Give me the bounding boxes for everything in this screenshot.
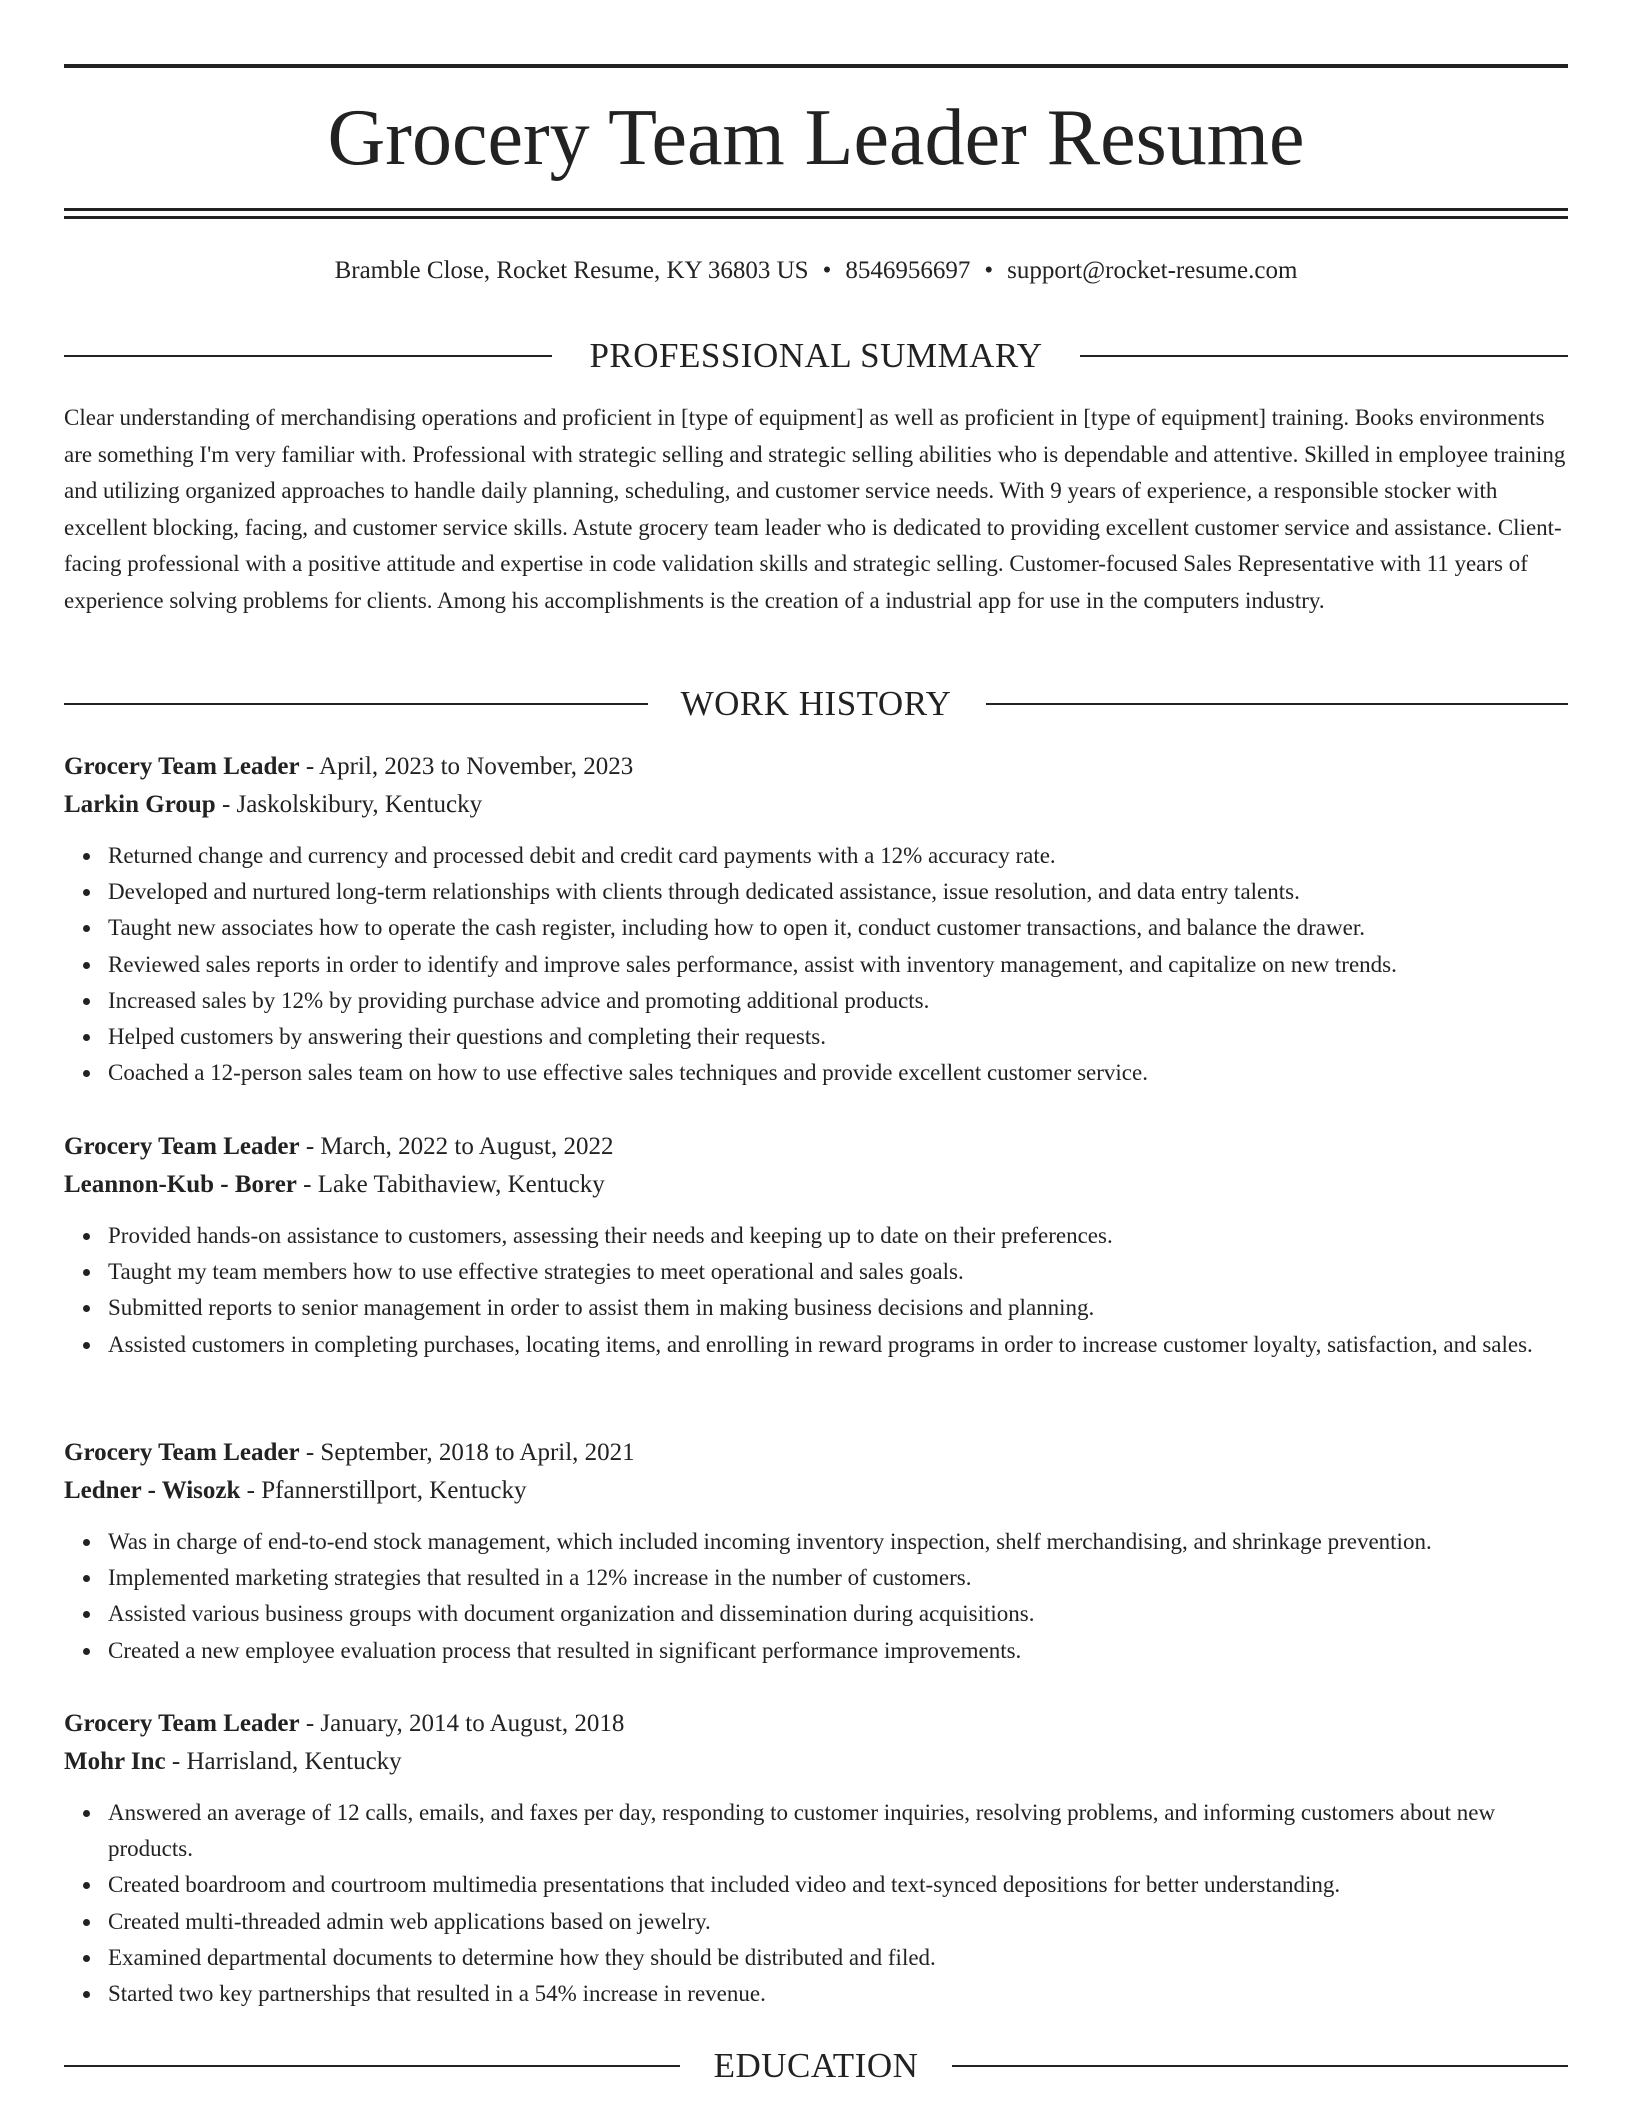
job-bullet: Submitted reports to senior management in order to assist them in making business decisions and planning. xyxy=(108,1290,1568,1326)
contact-line xyxy=(64,254,1568,288)
job-entry xyxy=(64,1434,1568,1669)
job-title-line xyxy=(64,748,1568,786)
section-heading-education xyxy=(64,2044,1568,2088)
job-bullet: Returned change and currency and processed debit and credit card payments with a 12% accuracy rate. xyxy=(108,838,1568,874)
job-location: - Lake Tabithaview, Kentucky xyxy=(296,1171,605,1198)
title-rule-upper xyxy=(64,208,1568,211)
job-bullet-list xyxy=(64,1218,1568,1363)
contact-separator: • xyxy=(984,257,994,284)
summary-text: Clear understanding of merchandising operations and proficient in [type of equipment] as well as proficient in [type of equipment] training. Books environments are something I'm very familiar with. Professional with strategic selling and strategic selling abilities who is dependable and attentive. Skilled in employee training and utilizing organized approaches to handle daily planning, scheduling, and customer service needs. With 9 years of experience, a responsible stocker with excellent blocking, facing, and customer service skills. Astute grocery team leader who is dedicated to providing excellent customer service and assistance. Client-facing professional with a positive attitude and expertise in code validation skills and strategic selling. Customer-focused Sales Representative with 11 years of experience solving problems for clients. Among his accomplishments is the creation of a industrial app for use in the computers industry. xyxy=(64,405,1566,613)
job-bullet: Examined departmental documents to determine how they should be distributed and filed. xyxy=(108,1940,1568,1976)
job-bullet: Assisted customers in completing purchases, locating items, and enrolling in reward programs in order to increase customer loyalty, satisfaction, and sales. xyxy=(108,1327,1568,1363)
job-title: Grocery Team Leader xyxy=(64,1710,300,1737)
job-location: - Pfannerstillport, Kentucky xyxy=(240,1477,527,1504)
job-bullet: Taught my team members how to use effective strategies to meet operational and sales goals. xyxy=(108,1254,1568,1290)
top-rule xyxy=(64,64,1568,68)
section-heading-summary xyxy=(64,334,1568,378)
job-title-line xyxy=(64,1434,1568,1472)
job-dates: - April, 2023 to November, 2023 xyxy=(299,753,634,780)
job-dates: - September, 2018 to April, 2021 xyxy=(299,1439,635,1466)
job-company: Leannon-Kub - Borer xyxy=(64,1171,297,1198)
job-bullet: Developed and nurtured long-term relationships with clients through dedicated assistance, issue resolution, and data entry talents. xyxy=(108,874,1568,910)
contact-phone: 8546956697 xyxy=(845,257,971,284)
job-bullet: Reviewed sales reports in order to identify and improve sales performance, assist with inventory management, and capitalize on new trends. xyxy=(108,947,1568,983)
job-title-line xyxy=(64,1128,1568,1166)
title-rule-lower xyxy=(64,216,1568,219)
job-bullet: Created multi-threaded admin web applications based on jewelry. xyxy=(108,1904,1568,1940)
section-title: PROFESSIONAL SUMMARY xyxy=(589,336,1043,375)
job-location: - Harrisland, Kentucky xyxy=(165,1748,402,1775)
job-bullet: Assisted various business groups with document organization and dissemination during acquisitions. xyxy=(108,1596,1568,1632)
section-heading-work-history xyxy=(64,682,1568,726)
job-bullet-list xyxy=(64,838,1568,1091)
job-bullet-list xyxy=(64,1524,1568,1669)
job-bullet-list xyxy=(64,1795,1568,2012)
job-company: Larkin Group xyxy=(64,791,216,818)
section-title: EDUCATION xyxy=(713,2046,919,2085)
job-title-line xyxy=(64,1705,1568,1743)
job-title: Grocery Team Leader xyxy=(64,753,300,780)
job-bullet: Increased sales by 12% by providing purchase advice and promoting additional products. xyxy=(108,983,1568,1019)
job-company: Ledner - Wisozk xyxy=(64,1477,241,1504)
job-bullet: Implemented marketing strategies that resulted in a 12% increase in the number of customers. xyxy=(108,1560,1568,1596)
job-company: Mohr Inc xyxy=(64,1748,166,1775)
job-company-line xyxy=(64,1166,1568,1204)
job-company-line xyxy=(64,1472,1568,1510)
job-title: Grocery Team Leader xyxy=(64,1133,300,1160)
job-dates: - March, 2022 to August, 2022 xyxy=(299,1133,614,1160)
job-bullet: Coached a 12-person sales team on how to use effective sales techniques and provide excellent customer service. xyxy=(108,1055,1568,1091)
section-title: WORK HISTORY xyxy=(680,684,952,723)
job-bullet: Started two key partnerships that resulted in a 54% increase in revenue. xyxy=(108,1976,1568,2012)
job-dates: - January, 2014 to August, 2018 xyxy=(299,1710,625,1737)
job-bullet: Answered an average of 12 calls, emails, and faxes per day, responding to customer inquiries, resolving problems, and informing customers about new products. xyxy=(108,1795,1568,1867)
job-bullet: Helped customers by answering their questions and completing their requests. xyxy=(108,1019,1568,1055)
resume-title: Grocery Team Leader Resume xyxy=(327,94,1305,182)
job-title: Grocery Team Leader xyxy=(64,1439,300,1466)
job-bullet: Created a new employee evaluation process that resulted in significant performance improvements. xyxy=(108,1633,1568,1669)
job-bullet: Provided hands-on assistance to customers, assessing their needs and keeping up to date on their preferences. xyxy=(108,1218,1568,1254)
contact-email: support@rocket-resume.com xyxy=(1007,257,1298,284)
job-company-line xyxy=(64,786,1568,824)
job-entry xyxy=(64,748,1568,1091)
contact-separator: • xyxy=(822,257,832,284)
job-company-line xyxy=(64,1743,1568,1781)
job-location: - Jaskolskibury, Kentucky xyxy=(215,791,483,818)
job-bullet: Was in charge of end-to-end stock management, which included incoming inventory inspection, shelf merchandising, and shrinkage prevention. xyxy=(108,1524,1568,1560)
job-entry xyxy=(64,1705,1568,2012)
job-bullet: Taught new associates how to operate the cash register, including how to open it, conduct customer transactions, and balance the drawer. xyxy=(108,910,1568,946)
job-bullet: Created boardroom and courtroom multimedia presentations that included video and text-synced depositions for better understanding. xyxy=(108,1867,1568,1903)
job-entry xyxy=(64,1128,1568,1363)
contact-address: Bramble Close, Rocket Resume, KY 36803 US xyxy=(334,257,809,284)
